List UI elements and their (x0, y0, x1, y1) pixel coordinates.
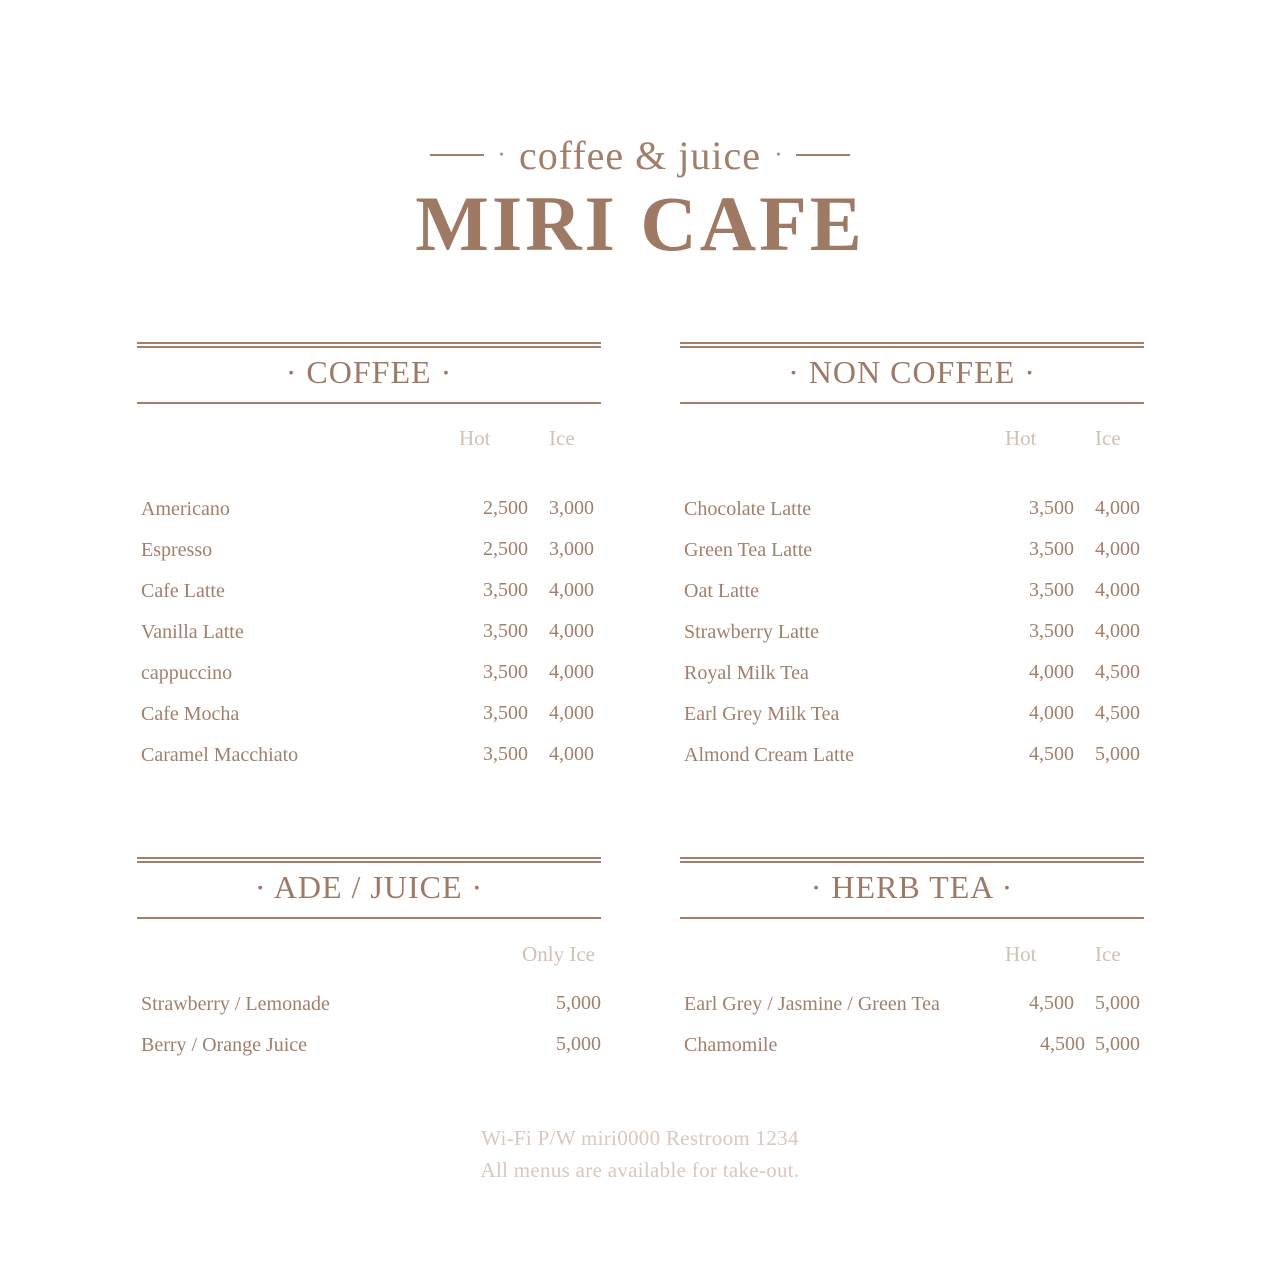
menu-item-name: Almond Cream Latte (684, 744, 854, 766)
menu-item-price-hot: 4,000 (1029, 702, 1074, 724)
menu-item-name: cappuccino (141, 662, 233, 684)
header-subtitle-row (0, 130, 1280, 180)
bullet-dot: · (775, 142, 783, 168)
section-ade-juice (137, 857, 601, 1067)
section-header (680, 857, 1144, 919)
menu-item-price-hot: 4,000 (1029, 661, 1074, 683)
menu-item-price-hot: 2,500 (483, 497, 528, 519)
menu-item-price-ice: 4,000 (1095, 497, 1140, 519)
menu-item-name: Vanilla Latte (141, 621, 244, 643)
section-title: · NON COFFEE · (788, 354, 1036, 390)
menu-item-price-hot: 3,500 (1029, 620, 1074, 642)
menu-item-price-hot: 3,500 (483, 579, 528, 601)
section-title: · COFFEE · (285, 354, 453, 390)
right-rule (796, 154, 850, 156)
menu-item-name: Cafe Latte (141, 580, 225, 602)
section-header (137, 342, 601, 404)
menu-item-price-ice: 4,000 (549, 661, 594, 683)
menu-item-name: Caramel Macchiato (141, 744, 299, 766)
menu-item-price-hot: 3,500 (1029, 579, 1074, 601)
section-title: · HERB TEA · (810, 869, 1014, 905)
menu-item-price-hot: 4,500 (1040, 1033, 1085, 1055)
column-label-ice: Ice (1095, 426, 1121, 450)
menu-item-price-ice: 4,000 (549, 702, 594, 724)
menu-item-price-ice: 5,000 (1095, 1033, 1140, 1055)
menu-item-price-ice: 4,000 (549, 620, 594, 642)
menu-item-name: Earl Grey / Jasmine / Green Tea (684, 993, 940, 1015)
menu-item-price-ice: 3,000 (549, 538, 594, 560)
menu-item-price-hot: 3,500 (1029, 538, 1074, 560)
menu-item-price-hot: 3,500 (483, 702, 528, 724)
section-herb-tea (680, 857, 1144, 1067)
menu-item-name: Chocolate Latte (684, 498, 812, 520)
page-subtitle: coffee & juice (518, 132, 762, 178)
menu-item-name: Cafe Mocha (141, 703, 240, 725)
column-label-hot: Hot (1005, 426, 1037, 450)
footer-takeout-note: All menus are available for take-out. (480, 1158, 800, 1182)
menu-item-price-hot: 4,500 (1029, 992, 1074, 1014)
menu-item-name: Strawberry Latte (684, 621, 819, 643)
menu-item-price: 5,000 (556, 992, 601, 1014)
menu-item-price-hot: 4,500 (1029, 743, 1074, 765)
menu-item-price-ice: 4,000 (549, 743, 594, 765)
menu-item-price-ice: 4,500 (1095, 702, 1140, 724)
left-rule (430, 154, 484, 156)
menu-item-price-ice: 5,000 (1095, 992, 1140, 1014)
menu-item-price: 5,000 (556, 1033, 601, 1055)
column-label-hot: Hot (459, 426, 491, 450)
menu-item-price-hot: 3,500 (483, 620, 528, 642)
menu-item-name: Chamomile (684, 1034, 778, 1056)
menu-item-price-ice: 4,000 (1095, 538, 1140, 560)
section-header (137, 857, 601, 919)
menu-item-name: Oat Latte (684, 580, 759, 602)
column-label-hot: Hot (1005, 942, 1037, 966)
menu-item-name: Americano (141, 498, 230, 520)
menu-item-price-ice: 4,000 (549, 579, 594, 601)
menu-item-name: Espresso (141, 539, 213, 561)
menu-item-price-ice: 4,500 (1095, 661, 1140, 683)
menu-item-price-ice: 4,000 (1095, 620, 1140, 642)
page-title: MIRI CAFE (415, 180, 865, 267)
menu-item-price-ice: 3,000 (549, 497, 594, 519)
footer-wifi-info: Wi-Fi P/W miri0000 Restroom 1234 (481, 1126, 799, 1150)
menu-item-price-hot: 3,500 (483, 661, 528, 683)
menu-item-price-ice: 5,000 (1095, 743, 1140, 765)
section-coffee (137, 342, 601, 782)
section-header (680, 342, 1144, 404)
column-label-ice: Ice (1095, 942, 1121, 966)
section-non-coffee (680, 342, 1144, 782)
menu-item-price-hot: 3,500 (483, 743, 528, 765)
menu-item-name: Green Tea Latte (684, 539, 813, 561)
menu-item-name: Berry / Orange Juice (141, 1034, 308, 1056)
bullet-dot: · (497, 142, 505, 168)
section-title: · ADE / JUICE · (254, 869, 484, 905)
menu-item-price-hot: 3,500 (1029, 497, 1074, 519)
menu-item-name: Strawberry / Lemonade (141, 993, 330, 1015)
menu-item-price-ice: 4,000 (1095, 579, 1140, 601)
menu-item-name: Earl Grey Milk Tea (684, 703, 840, 725)
menu-item-name: Royal Milk Tea (684, 662, 809, 684)
column-label-only-ice: Only Ice (522, 942, 595, 966)
menu-item-price-hot: 2,500 (483, 538, 528, 560)
column-label-ice: Ice (549, 426, 575, 450)
